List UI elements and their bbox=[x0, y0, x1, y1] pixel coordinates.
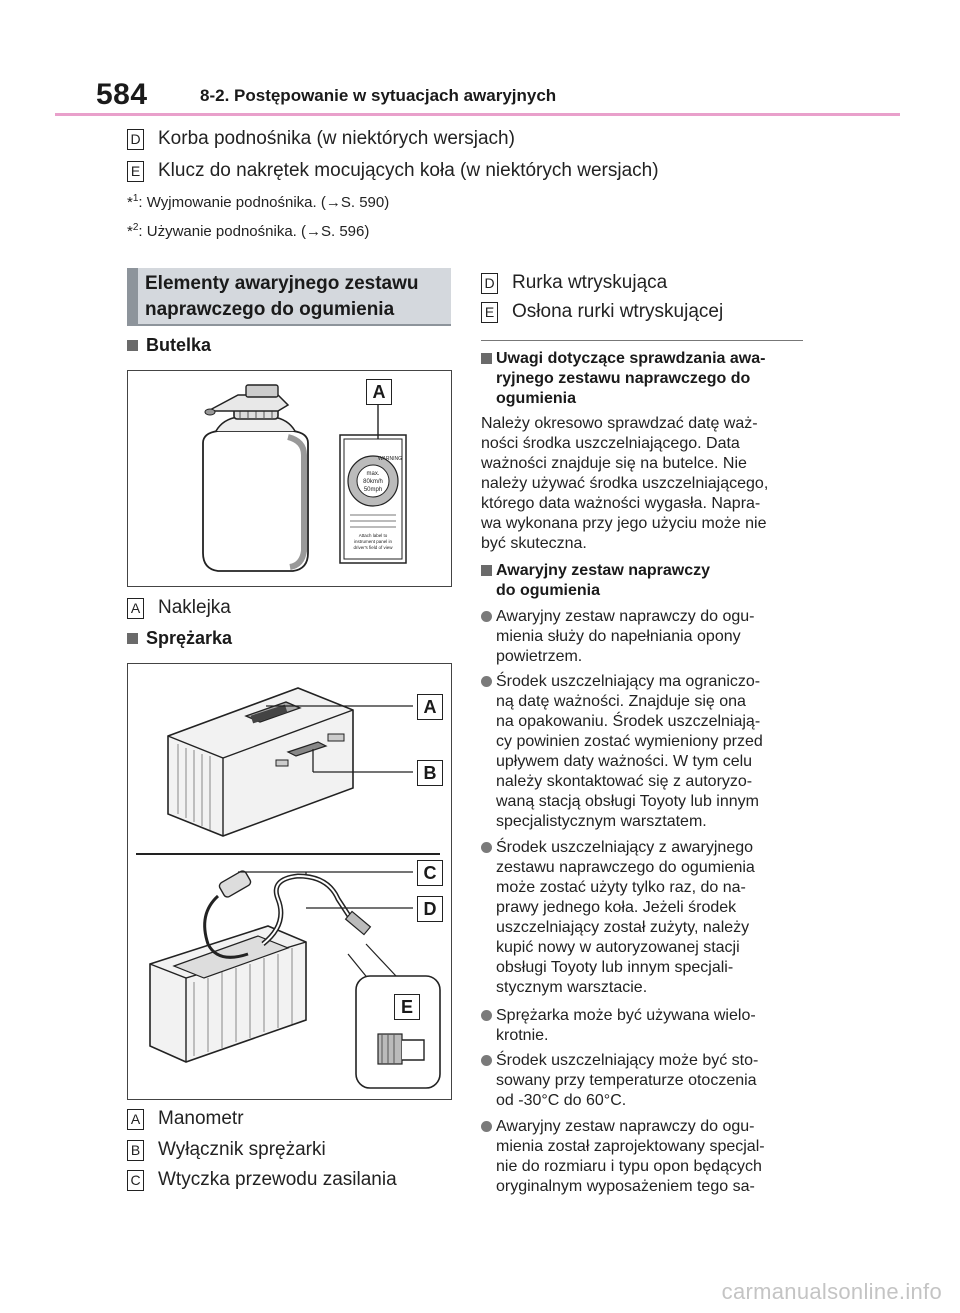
page-number: 584 bbox=[96, 78, 148, 111]
notes-heading-line: Uwagi dotyczące sprawdzania awa- bbox=[496, 350, 766, 367]
compressor-illustration bbox=[128, 664, 451, 1099]
notes-heading-line: Awaryjny zestaw naprawczy bbox=[496, 562, 711, 579]
bullet-line: sowany przy temperaturze otoczenia bbox=[496, 1072, 757, 1089]
bullet-line: Środek uszczelniający może być sto- bbox=[496, 1052, 759, 1069]
notes-heading bbox=[481, 349, 801, 409]
paragraph-line: należy używać środka uszczelniającego, bbox=[481, 475, 769, 492]
callout-e: E bbox=[394, 994, 420, 1020]
paragraph-line: wa wykonana przy jego użyciu może nie bbox=[481, 515, 767, 532]
bullet-dot-icon bbox=[481, 1121, 492, 1132]
bullet-line: oryginalnym wyposażeniem tego sa- bbox=[496, 1178, 755, 1195]
footnote-sup: 2 bbox=[132, 222, 139, 233]
divider bbox=[481, 340, 803, 341]
bullet-line: ną datę ważności. Znajduje się ona bbox=[496, 693, 746, 710]
callout-a: A bbox=[417, 694, 443, 720]
footnote-sup: 1 bbox=[132, 193, 139, 204]
footnote-text: : Używanie podnośnika. (→S. 596) bbox=[138, 223, 370, 240]
bullet-line: obsługi Toyoty lub innym specjali- bbox=[496, 959, 734, 976]
bullet-dot-icon bbox=[481, 611, 492, 622]
bullet-item bbox=[481, 838, 803, 998]
bullet-line: upływem daty ważności. W tym celu bbox=[496, 753, 753, 770]
footnote bbox=[127, 193, 389, 211]
bullet-line: kupić nowy w autoryzowanej stacji bbox=[496, 939, 740, 956]
bullet-line: specjalistycznym warsztatem. bbox=[496, 813, 707, 830]
square-bullet-icon bbox=[481, 565, 492, 576]
square-bullet-icon bbox=[481, 353, 492, 364]
notes-heading bbox=[481, 561, 801, 601]
key-box: A bbox=[127, 598, 144, 619]
bullet-dot-icon bbox=[481, 842, 492, 853]
footnote-text: : Wyjmowanie podnośnika. (→S. 590) bbox=[138, 194, 390, 211]
list-item bbox=[481, 272, 667, 294]
bullet-line: prawy jednego koła. Jeżeli środek bbox=[496, 899, 737, 916]
paragraph-line: ności środka uszczelniającego. Data bbox=[481, 435, 740, 452]
bottle-figure bbox=[127, 370, 452, 587]
watermark: carmanualsonline.info bbox=[721, 1279, 942, 1304]
bullet-line: może zostać użyty tylko raz, do na- bbox=[496, 879, 746, 896]
legend-item bbox=[127, 597, 231, 619]
legend-item bbox=[127, 1139, 326, 1161]
notes-paragraph bbox=[481, 414, 801, 554]
label-small-text: Attach label to bbox=[358, 533, 388, 538]
bullet-line: Środek uszczelniający z awaryjnego bbox=[496, 839, 754, 856]
bullet-line: zestawu naprawczego do ogumienia bbox=[496, 859, 755, 876]
bullet-line: krotnie. bbox=[496, 1027, 549, 1044]
bullet-line: Awaryjny zestaw naprawczy do ogu- bbox=[496, 1118, 755, 1135]
compressor-heading-text: Sprężarka bbox=[146, 628, 233, 648]
label-line: 50mph bbox=[363, 487, 383, 493]
label-small-text: instrument panel in bbox=[353, 539, 393, 544]
list-item bbox=[127, 160, 659, 182]
legend-text: Manometr bbox=[158, 1108, 244, 1129]
bullet-item bbox=[481, 1117, 803, 1197]
footnote-mark: * bbox=[127, 223, 133, 240]
key-box: D bbox=[127, 129, 144, 150]
notes-heading-line: ogumienia bbox=[496, 390, 577, 407]
list-item-text: Klucz do nakrętek mocujących koła (w niektórych wersjach) bbox=[158, 160, 659, 181]
bullet-line: uszczelniający został zużyty, należy bbox=[496, 919, 750, 936]
bullet-line: Awaryjny zestaw naprawczy do ogu- bbox=[496, 608, 755, 625]
bullet-item bbox=[481, 607, 803, 667]
bottle-illustration bbox=[128, 371, 451, 586]
legend-item bbox=[127, 1169, 397, 1191]
bullet-dot-icon bbox=[481, 676, 492, 687]
paragraph-line: być skuteczna. bbox=[481, 535, 587, 552]
bullet-line: cy powinien zostać wymieniony przed bbox=[496, 733, 763, 750]
square-bullet-icon bbox=[127, 340, 138, 351]
callout-c: C bbox=[417, 860, 443, 886]
legend-text: Naklejka bbox=[158, 597, 231, 618]
bullet-line: mienia został zaprojektowany specjal- bbox=[496, 1138, 765, 1155]
bullet-line: nie do rozmiaru i typu opon będących bbox=[496, 1158, 762, 1175]
bullet-line: od -30°C do 60°C. bbox=[496, 1092, 627, 1109]
list-item-text: Osłona rurki wtryskującej bbox=[512, 301, 724, 322]
label-line: max. bbox=[366, 471, 380, 477]
footnote-mark: * bbox=[127, 194, 133, 211]
compressor-heading bbox=[127, 628, 232, 649]
bullet-line: waną stacją obsługi Toyoty lub innym bbox=[496, 793, 759, 810]
list-item-text: Korba podnośnika (w niektórych wersjach) bbox=[158, 128, 515, 149]
bullet-item bbox=[481, 1006, 803, 1046]
paragraph-line: Należy okresowo sprawdzać datę waż- bbox=[481, 415, 758, 432]
bullet-item bbox=[481, 1051, 803, 1111]
bullet-line: stycznym warsztacie. bbox=[496, 979, 648, 996]
header-rule bbox=[55, 113, 900, 116]
section-title: 8-2. Postępowanie w sytuacjach awaryjnych bbox=[200, 86, 557, 105]
key-box: E bbox=[127, 161, 144, 182]
bullet-line: powietrzem. bbox=[496, 648, 583, 665]
callout-a: A bbox=[366, 379, 392, 405]
notes-heading-line: ryjnego zestawu naprawczego do bbox=[496, 370, 751, 387]
section-band-underline bbox=[127, 324, 451, 326]
paragraph-line: ważności znajduje się na butelce. Nie bbox=[481, 455, 747, 472]
label-line: 80km/h bbox=[363, 479, 383, 485]
compressor-figure bbox=[127, 663, 452, 1100]
bottle-heading-text: Butelka bbox=[146, 335, 212, 355]
callout-b: B bbox=[417, 760, 443, 786]
label-small-text: driver's field of view bbox=[353, 545, 393, 550]
bullet-dot-icon bbox=[481, 1010, 492, 1021]
footnote bbox=[127, 222, 369, 240]
list-item-text: Rurka wtryskująca bbox=[512, 272, 668, 293]
key-box: C bbox=[127, 1170, 144, 1191]
legend-item bbox=[127, 1108, 244, 1130]
bullet-item bbox=[481, 672, 803, 832]
square-bullet-icon bbox=[127, 633, 138, 644]
section-heading-line: naprawczego do ogumienia bbox=[145, 299, 395, 320]
legend-text: Wyłącznik sprężarki bbox=[158, 1139, 326, 1160]
section-band-accent bbox=[127, 268, 138, 325]
label-warning-text: WARNING bbox=[378, 456, 402, 462]
list-item bbox=[127, 128, 515, 150]
key-box: D bbox=[481, 273, 498, 294]
bullet-line: należy skontaktować się z autoryzo- bbox=[496, 773, 753, 790]
bullet-dot-icon bbox=[481, 1055, 492, 1066]
bullet-line: Sprężarka może być używana wielo- bbox=[496, 1007, 756, 1024]
key-box: B bbox=[127, 1140, 144, 1161]
callout-d: D bbox=[417, 896, 443, 922]
section-heading-line: Elementy awaryjnego zestawu bbox=[145, 273, 419, 294]
bullet-line: Środek uszczelniający ma ograniczo- bbox=[496, 673, 761, 690]
notes-heading-line: do ogumienia bbox=[496, 582, 600, 599]
key-box: A bbox=[127, 1109, 144, 1130]
key-box: E bbox=[481, 302, 498, 323]
section-heading bbox=[145, 271, 419, 323]
paragraph-line: którego data ważności wygasła. Napra- bbox=[481, 495, 761, 512]
list-item bbox=[481, 301, 723, 323]
bullet-line: na opakowaniu. Środek uszczelniają- bbox=[496, 713, 761, 730]
legend-text: Wtyczka przewodu zasilania bbox=[158, 1169, 397, 1190]
bullet-line: mienia służy do napełniania opony bbox=[496, 628, 741, 645]
bottle-heading bbox=[127, 335, 211, 356]
